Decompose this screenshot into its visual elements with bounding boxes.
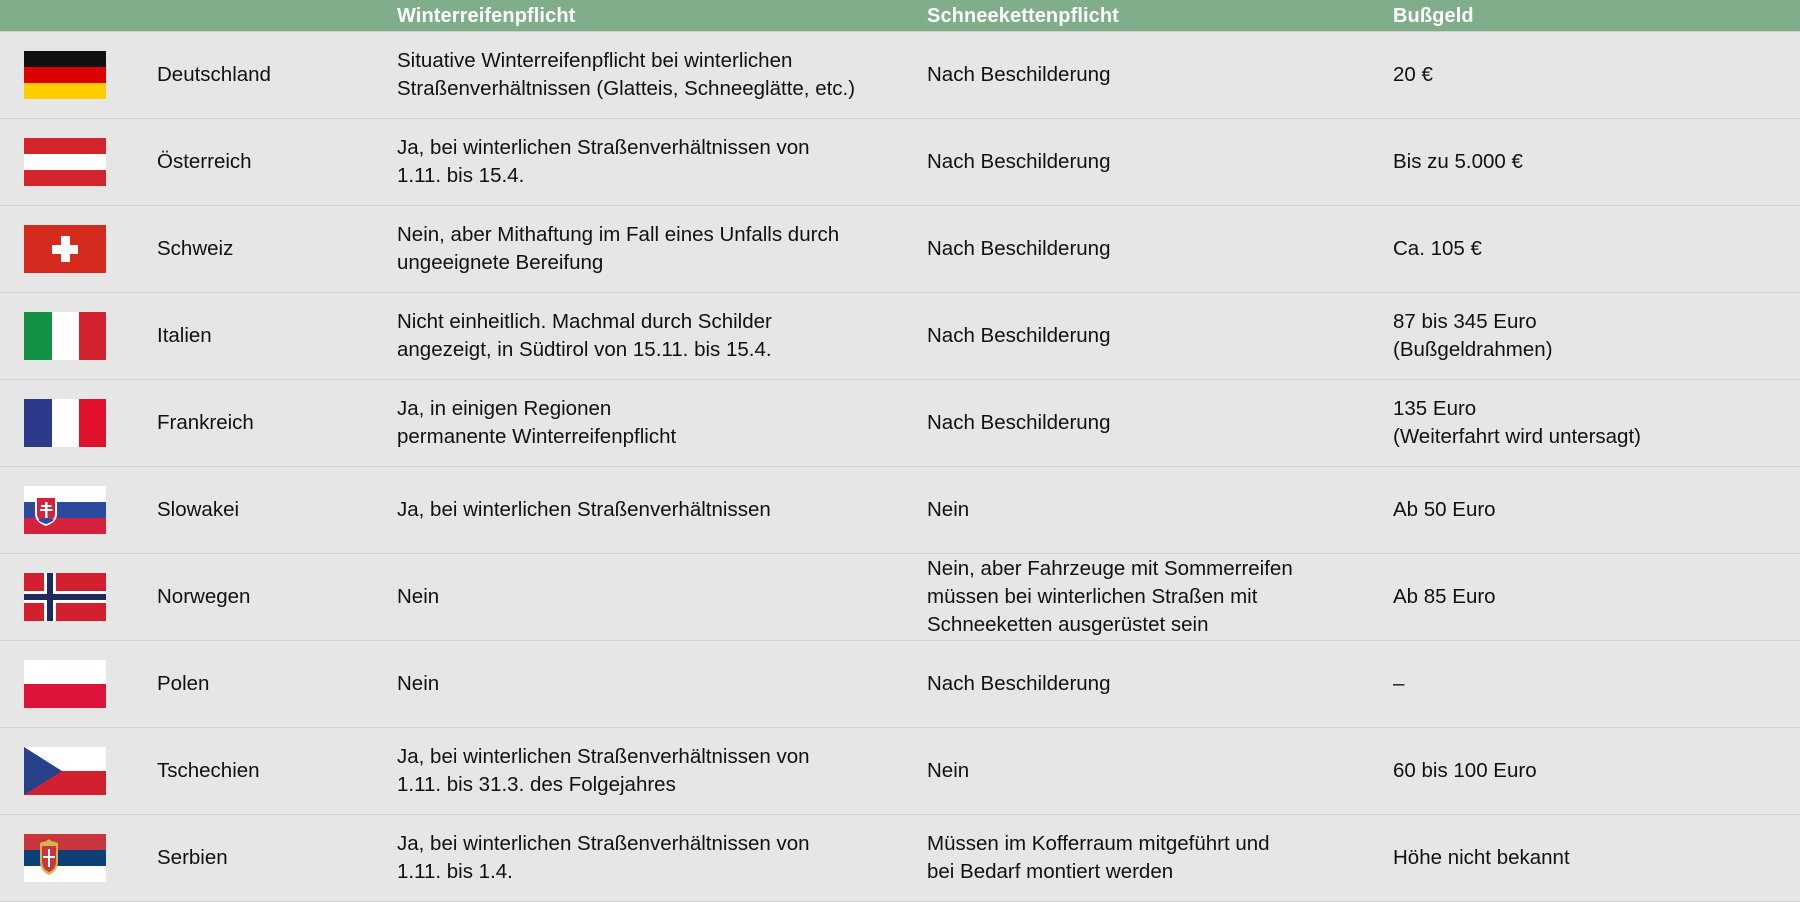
- snow-chain-rule: Nach Beschilderung: [927, 324, 1111, 347]
- header-winter-tires: Winterreifenpflicht: [397, 5, 576, 27]
- winter-tire-rule: Ja, bei winterlichen Straßenverhältnissen von 1.11. bis 15.4.: [397, 136, 810, 187]
- winter-tire-rule: Nein, aber Mithaftung im Fall eines Unfalls durch ungeeignete Bereifung: [397, 223, 840, 274]
- table-row: [0, 815, 1800, 902]
- winter-tire-rule: Nein: [397, 672, 440, 695]
- flag-cell: [24, 206, 108, 292]
- table-row: [0, 728, 1800, 815]
- table-row: [0, 380, 1800, 467]
- austria-flag-icon: [24, 138, 106, 186]
- flag-cell: [24, 119, 108, 205]
- snow-chain-rule: Nein: [927, 498, 970, 521]
- winter-tire-rule: Ja, in einigen Regionen permanente Winterreifenpflicht: [397, 397, 677, 448]
- table-row: [0, 119, 1800, 206]
- snow-chain-rule: Nein: [927, 759, 970, 782]
- switzerland-flag-icon: [24, 225, 106, 273]
- fine-amount: 60 bis 100 Euro: [1393, 759, 1537, 782]
- snow-chain-rule: Nach Beschilderung: [927, 63, 1111, 86]
- winter-tire-rule: Nein: [397, 585, 440, 608]
- country-name: Norwegen: [157, 585, 251, 608]
- table-row: [0, 467, 1800, 554]
- table-row: [0, 554, 1800, 641]
- table-row: [0, 293, 1800, 380]
- country-name: Deutschland: [157, 63, 271, 86]
- table-header: [0, 0, 1800, 32]
- germany-flag-icon: [24, 51, 106, 99]
- flag-cell: [24, 728, 108, 814]
- flag-cell: [24, 380, 108, 466]
- country-name: Serbien: [157, 846, 228, 869]
- fine-amount: 87 bis 345 Euro (Bußgeldrahmen): [1393, 310, 1553, 361]
- fine-amount: –: [1393, 672, 1405, 695]
- slovakia-flag-icon: [24, 486, 106, 534]
- flag-cell: [24, 554, 108, 640]
- winter-tire-rule: Ja, bei winterlichen Straßenverhältnissen: [397, 498, 771, 521]
- fine-amount: Ab 85 Euro: [1393, 585, 1496, 608]
- czech-flag-icon: [24, 747, 106, 795]
- fine-amount: 135 Euro (Weiterfahrt wird untersagt): [1393, 397, 1641, 448]
- country-name: Schweiz: [157, 237, 234, 260]
- flag-cell: [24, 815, 108, 901]
- italy-flag-icon: [24, 312, 106, 360]
- poland-flag-icon: [24, 660, 106, 708]
- flag-cell: [24, 293, 108, 379]
- country-name: Slowakei: [157, 498, 240, 521]
- header-snow-chains: Schneekettenpflicht: [927, 5, 1119, 27]
- snow-chain-rule: Nach Beschilderung: [927, 411, 1111, 434]
- table-row: [0, 206, 1800, 293]
- fine-amount: Höhe nicht bekannt: [1393, 846, 1570, 869]
- country-name: Italien: [157, 324, 212, 347]
- winter-tire-rule: Nicht einheitlich. Machmal durch Schilder angezeigt, in Südtirol von 15.11. bis 15.4.: [397, 310, 772, 361]
- table-row: [0, 641, 1800, 728]
- snow-chain-rule: Müssen im Kofferraum mitgeführt und bei Bedarf montiert werden: [927, 832, 1270, 883]
- winter-tire-rule: Situative Winterreifenpflicht bei winterlichen Straßenverhältnissen (Glatteis, Schneeglätte, etc.): [397, 49, 856, 100]
- country-name: Frankreich: [157, 411, 254, 434]
- winter-tire-rule: Ja, bei winterlichen Straßenverhältnissen von 1.11. bis 1.4.: [397, 832, 810, 883]
- snow-chain-rule: Nach Beschilderung: [927, 672, 1111, 695]
- snow-chain-rule: Nach Beschilderung: [927, 237, 1111, 260]
- france-flag-icon: [24, 399, 106, 447]
- flag-cell: [24, 467, 108, 553]
- fine-amount: 20 €: [1393, 63, 1433, 86]
- header-fine: Bußgeld: [1393, 5, 1474, 27]
- country-name: Österreich: [157, 150, 252, 173]
- table-row: [0, 32, 1800, 119]
- country-name: Tschechien: [157, 759, 260, 782]
- snow-chain-rule: Nach Beschilderung: [927, 150, 1111, 173]
- country-name: Polen: [157, 672, 210, 695]
- flag-cell: [24, 641, 108, 727]
- flag-cell: [24, 32, 108, 118]
- snow-chain-rule: Nein, aber Fahrzeuge mit Sommerreifen müssen bei winterlichen Straßen mit Schneeketten ausgerüstet sein: [927, 557, 1293, 636]
- fine-amount: Ab 50 Euro: [1393, 498, 1496, 521]
- fine-amount: Bis zu 5.000 €: [1393, 150, 1523, 173]
- winter-tire-rule: Ja, bei winterlichen Straßenverhältnissen von 1.11. bis 31.3. des Folgejahres: [397, 745, 810, 796]
- serbia-flag-icon: [24, 834, 106, 882]
- fine-amount: Ca. 105 €: [1393, 237, 1482, 260]
- norway-flag-icon: [24, 573, 106, 621]
